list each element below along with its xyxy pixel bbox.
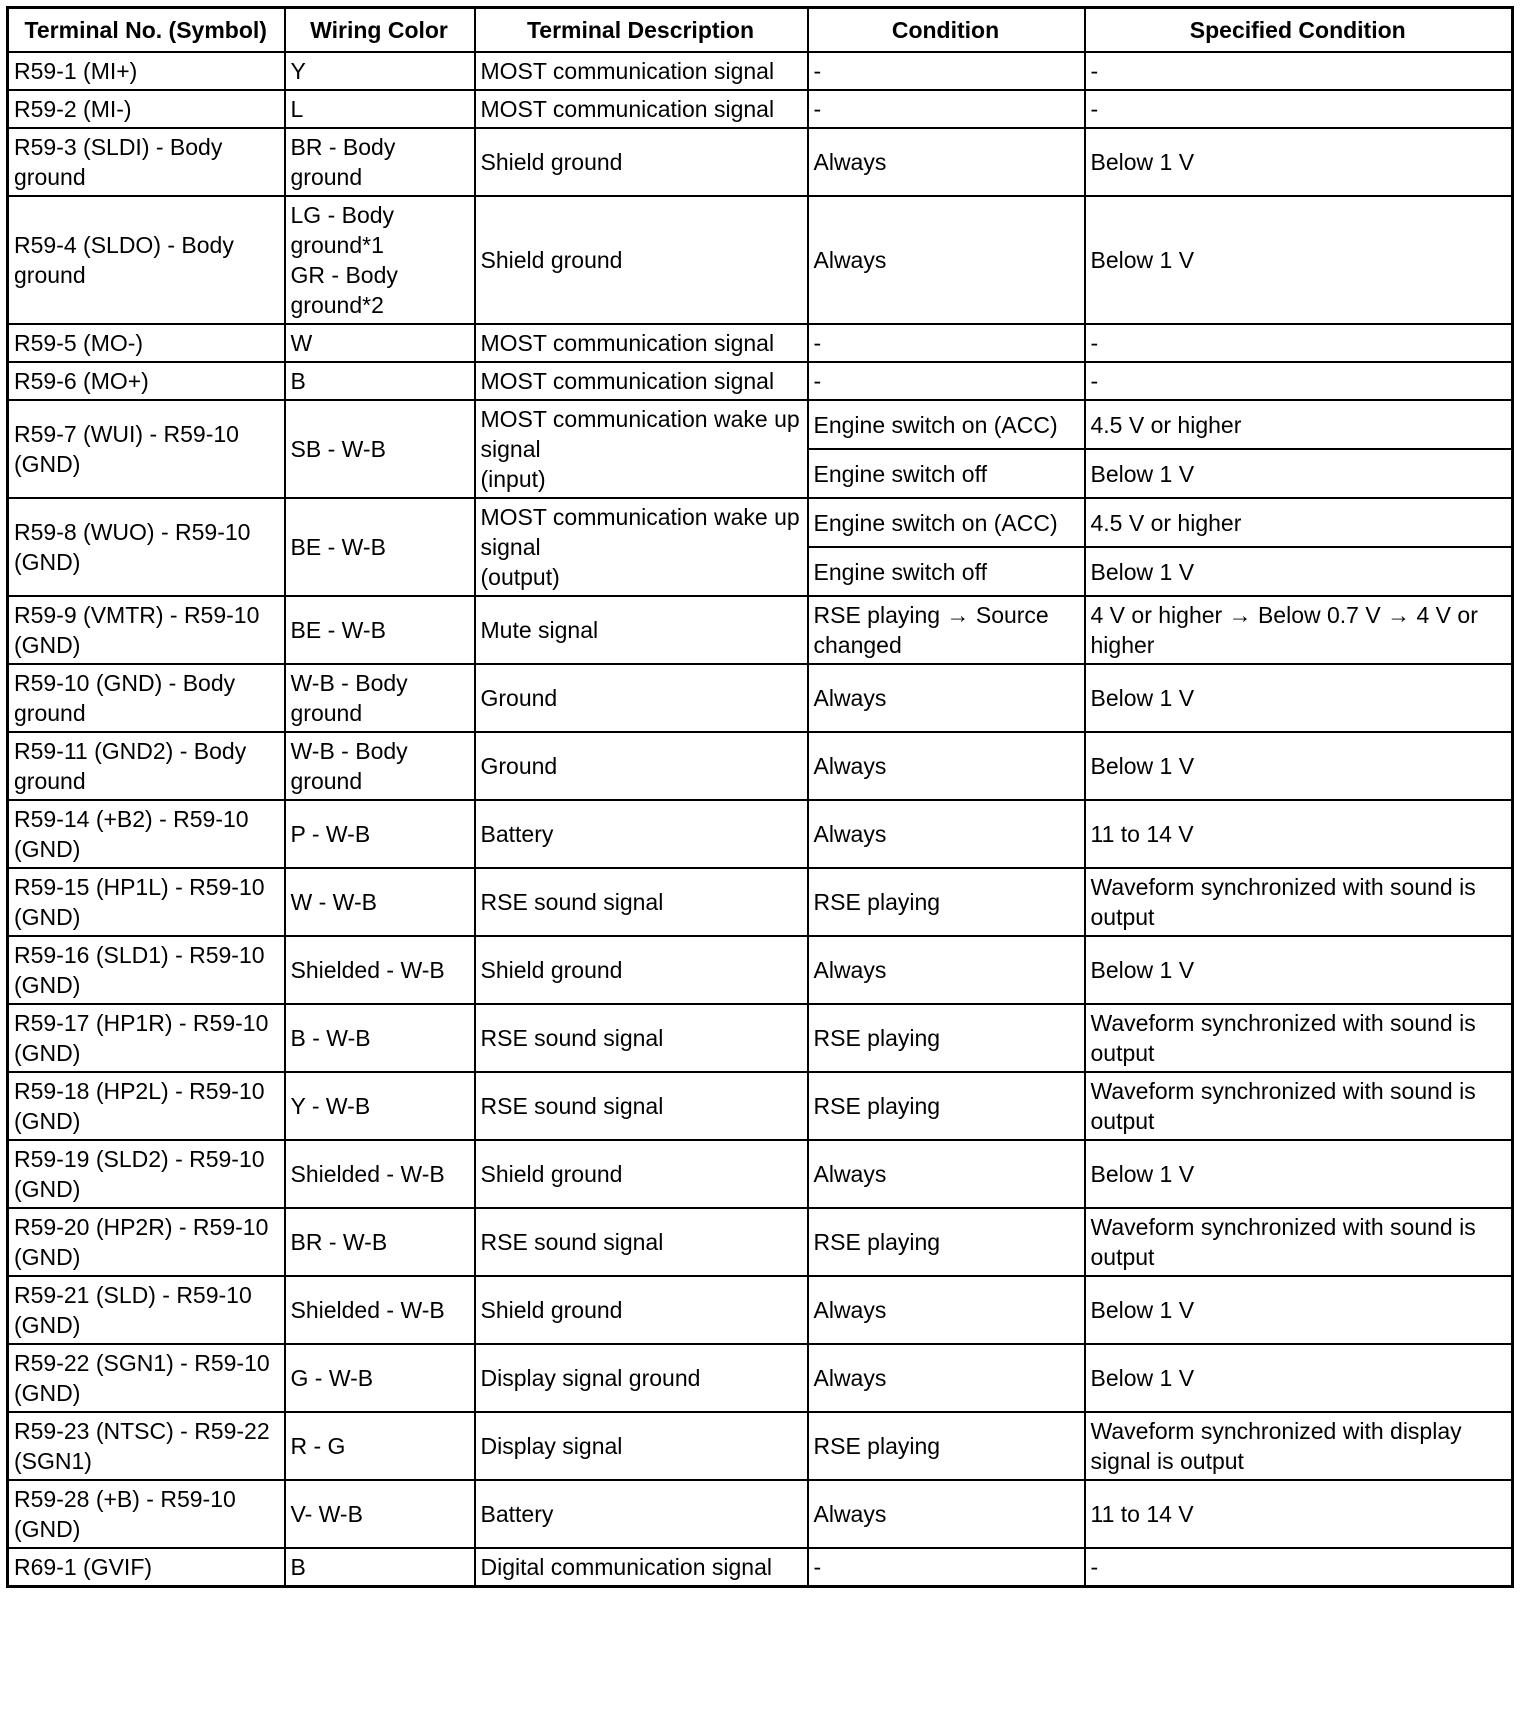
condition-cell: - (808, 1548, 1085, 1587)
condition-cell: Always (808, 732, 1085, 800)
table-row (8, 1276, 1513, 1344)
condition-cell: RSE playing (808, 868, 1085, 936)
condition-cell: Engine switch on (ACC) (808, 498, 1085, 547)
specified-condition-cell: - (1085, 362, 1513, 400)
condition-cell: Always (808, 664, 1085, 732)
description-cell: Ground (475, 732, 808, 800)
terminal-cell: R59-2 (MI-) (8, 90, 285, 128)
wiring-color-cell: P - W-B (285, 800, 475, 868)
wiring-color-cell: BE - W-B (285, 498, 475, 596)
condition-cell: Always (808, 196, 1085, 324)
terminal-cell: R59-21 (SLD) - R59-10 (GND) (8, 1276, 285, 1344)
table-row (8, 324, 1513, 362)
specified-condition-cell: 4 V or higher → Below 0.7 V → 4 V or higher (1085, 596, 1513, 664)
specified-condition-cell: Waveform synchronized with sound is output (1085, 1208, 1513, 1276)
description-cell: MOST communication wake up signal (output) (475, 498, 808, 596)
description-cell: RSE sound signal (475, 1004, 808, 1072)
terminal-cell: R59-6 (MO+) (8, 362, 285, 400)
condition-cell: - (808, 362, 1085, 400)
wiring-color-cell: BR - Body ground (285, 128, 475, 196)
wiring-color-cell: Shielded - W-B (285, 936, 475, 1004)
specified-condition-cell: Waveform synchronized with display signal is output (1085, 1412, 1513, 1480)
table-row (8, 664, 1513, 732)
condition-cell: Always (808, 1344, 1085, 1412)
terminal-cell: R59-22 (SGN1) - R59-10 (GND) (8, 1344, 285, 1412)
description-cell: MOST communication signal (475, 90, 808, 128)
table-row (8, 1140, 1513, 1208)
specified-condition-cell: - (1085, 324, 1513, 362)
terminal-cell: R59-19 (SLD2) - R59-10 (GND) (8, 1140, 285, 1208)
terminal-cell: R59-17 (HP1R) - R59-10 (GND) (8, 1004, 285, 1072)
description-cell: Shield ground (475, 128, 808, 196)
wiring-color-cell: Y (285, 52, 475, 90)
table-row (8, 1072, 1513, 1140)
description-cell: RSE sound signal (475, 868, 808, 936)
condition-cell: Always (808, 1276, 1085, 1344)
description-cell: Ground (475, 664, 808, 732)
description-cell: RSE sound signal (475, 1208, 808, 1276)
header-condition: Condition (808, 8, 1085, 53)
terminal-table (6, 6, 1514, 1588)
table-row (8, 362, 1513, 400)
table-row (8, 1004, 1513, 1072)
condition-cell: Always (808, 128, 1085, 196)
terminal-cell: R59-10 (GND) - Body ground (8, 664, 285, 732)
specified-condition-cell: Waveform synchronized with sound is output (1085, 1004, 1513, 1072)
description-cell: Battery (475, 1480, 808, 1548)
wiring-color-cell: W-B - Body ground (285, 732, 475, 800)
terminal-cell: R69-1 (GVIF) (8, 1548, 285, 1587)
wiring-color-cell: LG - Body ground*1 GR - Body ground*2 (285, 196, 475, 324)
wiring-color-cell: V- W-B (285, 1480, 475, 1548)
wiring-color-cell: W-B - Body ground (285, 664, 475, 732)
header-terminal: Terminal No. (Symbol) (8, 8, 285, 53)
wiring-color-cell: W - W-B (285, 868, 475, 936)
specified-condition-cell: Below 1 V (1085, 128, 1513, 196)
terminal-cell: R59-18 (HP2L) - R59-10 (GND) (8, 1072, 285, 1140)
specified-condition-cell: - (1085, 1548, 1513, 1587)
header-row (8, 8, 1513, 53)
table-row (8, 128, 1513, 196)
specified-condition-cell: 4.5 V or higher (1085, 498, 1513, 547)
specified-condition-cell: Waveform synchronized with sound is output (1085, 868, 1513, 936)
terminal-cell: R59-9 (VMTR) - R59-10 (GND) (8, 596, 285, 664)
terminal-cell: R59-23 (NTSC) - R59-22 (SGN1) (8, 1412, 285, 1480)
terminal-cell: R59-5 (MO-) (8, 324, 285, 362)
specified-condition-cell: Below 1 V (1085, 547, 1513, 596)
terminal-cell: R59-1 (MI+) (8, 52, 285, 90)
description-cell: Shield ground (475, 196, 808, 324)
wiring-color-cell: G - W-B (285, 1344, 475, 1412)
table-row (8, 1208, 1513, 1276)
wiring-color-cell: W (285, 324, 475, 362)
wiring-color-cell: BR - W-B (285, 1208, 475, 1276)
specified-condition-cell: Below 1 V (1085, 732, 1513, 800)
header-specified-condition: Specified Condition (1085, 8, 1513, 53)
table-row (8, 800, 1513, 868)
description-cell: Shield ground (475, 1276, 808, 1344)
terminal-cell: R59-4 (SLDO) - Body ground (8, 196, 285, 324)
specified-condition-cell: 11 to 14 V (1085, 800, 1513, 868)
terminal-cell: R59-28 (+B) - R59-10 (GND) (8, 1480, 285, 1548)
terminal-cell: R59-15 (HP1L) - R59-10 (GND) (8, 868, 285, 936)
specified-condition-cell: Below 1 V (1085, 1276, 1513, 1344)
wiring-color-cell: SB - W-B (285, 400, 475, 498)
wiring-color-cell: Y - W-B (285, 1072, 475, 1140)
wiring-color-cell: L (285, 90, 475, 128)
wiring-color-cell: B (285, 1548, 475, 1587)
specified-condition-cell: 11 to 14 V (1085, 1480, 1513, 1548)
condition-cell: RSE playing (808, 1208, 1085, 1276)
description-cell: Digital communication signal (475, 1548, 808, 1587)
wiring-color-cell: B - W-B (285, 1004, 475, 1072)
description-cell: MOST communication signal (475, 362, 808, 400)
condition-cell: Always (808, 800, 1085, 868)
specified-condition-cell: Waveform synchronized with sound is output (1085, 1072, 1513, 1140)
specified-condition-cell: Below 1 V (1085, 936, 1513, 1004)
wiring-color-cell: B (285, 362, 475, 400)
table-row (8, 196, 1513, 324)
table-row (8, 400, 1513, 449)
terminal-cell: R59-20 (HP2R) - R59-10 (GND) (8, 1208, 285, 1276)
specified-condition-cell: - (1085, 52, 1513, 90)
condition-cell: Always (808, 1140, 1085, 1208)
specified-condition-cell: - (1085, 90, 1513, 128)
table-row (8, 732, 1513, 800)
description-cell: Mute signal (475, 596, 808, 664)
table-row (8, 1344, 1513, 1412)
condition-cell: Always (808, 936, 1085, 1004)
condition-cell: - (808, 324, 1085, 362)
header-wiring-color: Wiring Color (285, 8, 475, 53)
description-cell: MOST communication signal (475, 52, 808, 90)
description-cell: MOST communication wake up signal (input) (475, 400, 808, 498)
table-row (8, 1412, 1513, 1480)
specified-condition-cell: Below 1 V (1085, 1140, 1513, 1208)
wiring-color-cell: Shielded - W-B (285, 1276, 475, 1344)
description-cell: Shield ground (475, 1140, 808, 1208)
terminal-cell: R59-14 (+B2) - R59-10 (GND) (8, 800, 285, 868)
specified-condition-cell: Below 1 V (1085, 664, 1513, 732)
table-row (8, 52, 1513, 90)
description-cell: Display signal (475, 1412, 808, 1480)
table-row (8, 596, 1513, 664)
table-body (8, 52, 1513, 1587)
table-row (8, 498, 1513, 547)
description-cell: Battery (475, 800, 808, 868)
condition-cell: - (808, 52, 1085, 90)
header-terminal-description: Terminal Description (475, 8, 808, 53)
condition-cell: RSE playing (808, 1072, 1085, 1140)
terminal-cell: R59-16 (SLD1) - R59-10 (GND) (8, 936, 285, 1004)
wiring-color-cell: Shielded - W-B (285, 1140, 475, 1208)
condition-cell: Engine switch on (ACC) (808, 400, 1085, 449)
specified-condition-cell: Below 1 V (1085, 449, 1513, 498)
condition-cell: Engine switch off (808, 449, 1085, 498)
table-row (8, 868, 1513, 936)
table-row (8, 90, 1513, 128)
condition-cell: RSE playing (808, 1412, 1085, 1480)
condition-cell: RSE playing → Source changed (808, 596, 1085, 664)
description-cell: Display signal ground (475, 1344, 808, 1412)
specified-condition-cell: Below 1 V (1085, 1344, 1513, 1412)
terminal-cell: R59-7 (WUI) - R59-10 (GND) (8, 400, 285, 498)
table-row (8, 1480, 1513, 1548)
table-row (8, 1548, 1513, 1587)
specified-condition-cell: Below 1 V (1085, 196, 1513, 324)
condition-cell: Engine switch off (808, 547, 1085, 596)
wiring-color-cell: BE - W-B (285, 596, 475, 664)
description-cell: RSE sound signal (475, 1072, 808, 1140)
wiring-color-cell: R - G (285, 1412, 475, 1480)
condition-cell: RSE playing (808, 1004, 1085, 1072)
terminal-cell: R59-11 (GND2) - Body ground (8, 732, 285, 800)
condition-cell: - (808, 90, 1085, 128)
specified-condition-cell: 4.5 V or higher (1085, 400, 1513, 449)
condition-cell: Always (808, 1480, 1085, 1548)
description-cell: Shield ground (475, 936, 808, 1004)
terminal-cell: R59-8 (WUO) - R59-10 (GND) (8, 498, 285, 596)
terminal-cell: R59-3 (SLDI) - Body ground (8, 128, 285, 196)
description-cell: MOST communication signal (475, 324, 808, 362)
table-row (8, 936, 1513, 1004)
